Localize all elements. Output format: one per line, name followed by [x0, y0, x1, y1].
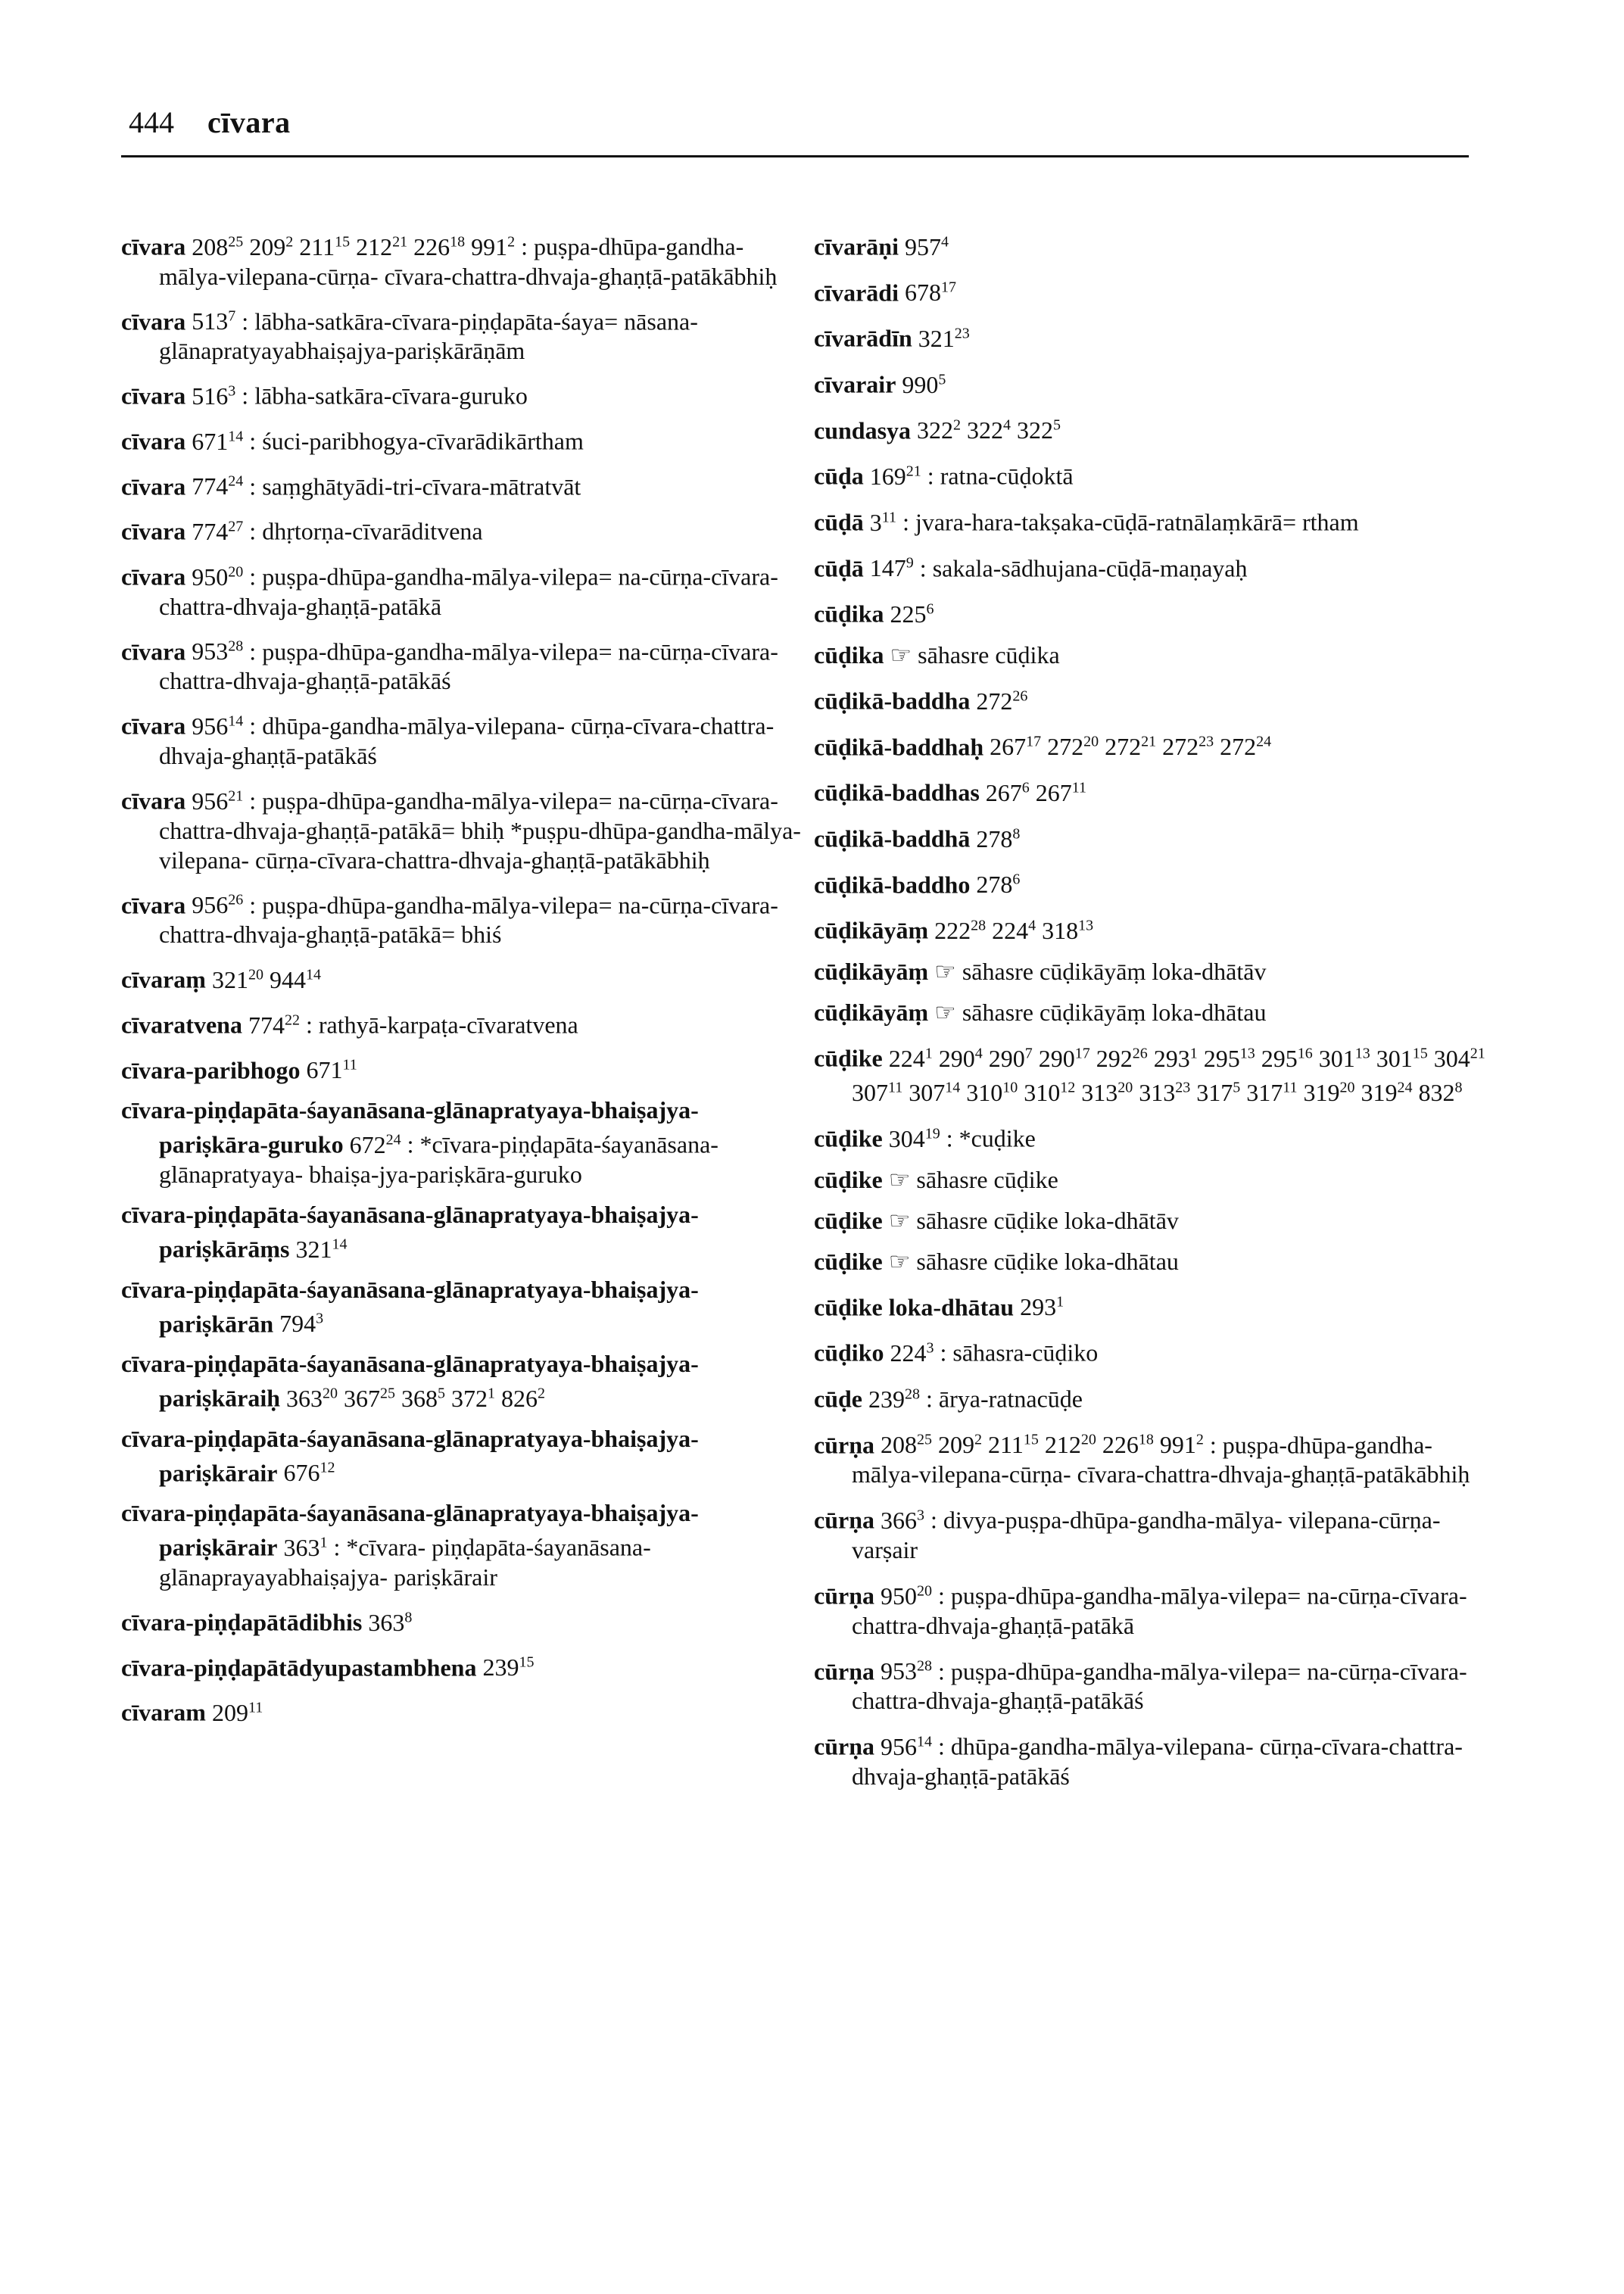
entry-headword: cīvara — [121, 307, 186, 335]
entry-references: $678^{17}$ — [898, 279, 956, 307]
entry-references: $272^{26}$ — [970, 687, 1028, 715]
entry-headword: cūḍikā-baddhā — [814, 824, 971, 852]
entry-references: $3^{11}$ — [863, 508, 897, 536]
entry-references: $224^3$ — [884, 1339, 934, 1367]
entry-headword: cīvaraṃ — [121, 965, 206, 993]
index-entry — [121, 1051, 803, 1086]
entry-headword: cīvara — [121, 637, 186, 665]
entry-references: $953^{28}$ — [874, 1657, 932, 1685]
entry-references: $956^{21}$ — [185, 787, 244, 815]
index-entry — [121, 1200, 803, 1264]
entry-context: : lābha-satkāra-cīvara-guruko — [235, 382, 528, 410]
entry-headword: cīvara — [121, 382, 186, 410]
index-entry — [121, 632, 803, 697]
index-entry — [121, 1349, 803, 1413]
index-entry — [814, 365, 1495, 400]
index-entry — [121, 1693, 803, 1728]
entry-headword: cīvarādi — [814, 279, 899, 307]
entry-headword: cūḍikā-baddha — [814, 687, 971, 715]
entry-context: : divya-puṣpa-dhūpa-gandha-mālya- vilepana-cūrṇa-varṣair — [852, 1507, 1441, 1564]
entry-headword: cūḍikāyāṃ — [814, 998, 929, 1026]
entry-context: : dhūpa-gandha-mālya-vilepana- cūrṇa-cīvara-chattra-dhvaja-ghaṇṭā-patākāś — [852, 1733, 1463, 1791]
entry-headword: cūḍe — [814, 1385, 862, 1413]
index-entry — [121, 557, 803, 622]
index-entry — [814, 1119, 1495, 1154]
index-entry — [814, 457, 1495, 491]
entry-context: : dhṛtorṇa-cīvarāditvena — [243, 517, 483, 545]
entry-headword: cūḍike — [814, 1044, 883, 1072]
index-entry — [121, 1096, 803, 1189]
entry-references: $794^3$ — [273, 1310, 324, 1338]
entry-references: $956^{14}$ — [185, 712, 244, 740]
entry-headword: cūrṇa — [814, 1431, 874, 1459]
entry-references: $169^{21}$ — [863, 462, 921, 490]
entry-headword: cūḍā — [814, 554, 864, 582]
entry-headword: cundasya — [814, 416, 912, 444]
index-entry — [814, 1426, 1495, 1490]
index-entry — [814, 1039, 1495, 1108]
entry-headword: cīvara-piṇḍapāta-śayanāsana-glānapratyaya-bhaiṣajya-pariṣkārān — [121, 1275, 699, 1338]
index-entry — [814, 1288, 1495, 1323]
running-header — [129, 105, 291, 139]
entry-headword: cīvara — [121, 427, 186, 455]
index-entry — [814, 1652, 1495, 1716]
entry-references: $956^{26}$ — [185, 891, 244, 919]
entry-references: $147^9$ — [863, 554, 914, 582]
index-entry — [814, 911, 1495, 946]
entry-references: $676^{12}$ — [277, 1459, 335, 1487]
entry-references: $366^3$ — [874, 1507, 924, 1535]
entry-context: ☞ sāhasre cūḍikāyāṃ loka-dhātāv — [928, 957, 1267, 985]
entry-context: : sakala-sādhujana-cūḍā-maṇayaḥ — [913, 554, 1248, 582]
entry-headword: cūḍikā-baddhas — [814, 778, 980, 806]
index-entry — [121, 1603, 803, 1638]
index-entry — [814, 1501, 1495, 1565]
entry-context: : puṣpa-dhūpa-gandha-mālya-vilepa= na-cūrṇa-cīvara-chattra-dhvaja-ghaṇṭā-patākā= bhiś — [159, 891, 778, 949]
entry-headword: cūḍikāyāṃ — [814, 957, 929, 985]
entry-references: $267^{17}$ $272^{20}$ $272^{21}$ $272^{23}$ $272^{24}$ — [983, 733, 1272, 761]
index-entry — [814, 641, 1495, 670]
index-entry — [814, 503, 1495, 538]
entry-context: : rathyā-karpaṭa-cīvaratvena — [299, 1011, 578, 1039]
index-entry — [814, 819, 1495, 854]
entry-headword: cūḍā — [814, 508, 864, 536]
entry-references: $239^{28}$ — [862, 1385, 920, 1413]
index-entry — [814, 1379, 1495, 1414]
entry-headword: cīvara-piṇḍapātādibhis — [121, 1608, 363, 1636]
entry-context: : puṣpa-dhūpa-gandha-mālya-vilepa= na-cūrṇa-cīvara-chattra-dhvaja-ghaṇṭā-patākā — [159, 563, 778, 620]
entry-context: : dhūpa-gandha-mālya-vilepana- cūrṇa-cīvara-chattra-dhvaja-ghaṇṭā-patākāś — [159, 712, 775, 769]
entry-headword: cīvara-paribhogo — [121, 1056, 301, 1084]
index-entry — [121, 302, 803, 366]
entry-headword: cūḍike loka-dhātau — [814, 1293, 1015, 1321]
entry-references: $239^{15}$ — [476, 1653, 535, 1682]
entry-references: $953^{28}$ — [185, 637, 244, 665]
entry-references: $293^1$ — [1014, 1293, 1064, 1321]
entry-references: $671^{11}$ — [300, 1056, 357, 1084]
entry-headword: cūḍike — [814, 1247, 883, 1275]
index-entry — [121, 1424, 803, 1488]
index-entry — [121, 886, 803, 950]
entry-references: $304^{19}$ — [882, 1124, 940, 1152]
entry-context: : lābha-satkāra-cīvara-piṇḍapāta-śaya= nāsana-glānapratyayabhaiṣajya-pariṣkārāṇām — [159, 307, 698, 365]
index-entry — [814, 594, 1495, 629]
index-entry — [814, 549, 1495, 584]
entry-headword: cūrṇa — [814, 1733, 874, 1761]
entry-references: $956^{14}$ — [874, 1733, 932, 1761]
index-entry — [121, 960, 803, 995]
entry-headword: cīvara — [121, 891, 186, 919]
entry-context: : puṣpa-dhūpa-gandha-mālya-vilepa= na-cūrṇa-cīvara-chattra-dhvaja-ghaṇṭā-patākāś — [852, 1657, 1467, 1715]
entry-context: : jvara-hara-takṣaka-cūḍā-ratnālaṃkārā= rtham — [896, 508, 1359, 536]
entry-references: $321^{23}$ — [912, 324, 970, 352]
index-entry — [814, 1247, 1495, 1276]
index-entry — [814, 957, 1495, 986]
entry-references: $774^{24}$ — [185, 472, 244, 500]
index-entry — [814, 1165, 1495, 1195]
entry-context: : puṣpa-dhūpa-gandha-mālya-vilepana-cūrṇa- cīvara-chattra-dhvaja-ghaṇṭā-patākābhiḥ — [159, 232, 778, 290]
entry-context: : *cuḍike — [940, 1124, 1036, 1152]
index-entry — [814, 273, 1495, 308]
entry-context: ☞ sāhasre cūḍikāyāṃ loka-dhātau — [928, 998, 1267, 1026]
entry-headword: cīvara — [121, 712, 186, 740]
entry-references: $278^8$ — [970, 824, 1021, 852]
entry-headword: cīvara-piṇḍapāta-śayanāsana-glānapratyaya-bhaiṣajya-pariṣkāraiḥ — [121, 1350, 699, 1412]
entry-references: $208^{25}$ $209^2$ $211^{15}$ $212^{20}$ $226^{18}$ $991^2$ — [874, 1431, 1204, 1459]
index-entry — [814, 728, 1495, 762]
entry-headword: cīvara-piṇḍapāta-śayanāsana-glānapratyaya-bhaiṣajya-pariṣkāra-guruko — [121, 1096, 699, 1158]
index-entry — [814, 998, 1495, 1027]
index-entry — [121, 227, 803, 291]
right-column — [814, 227, 1495, 1803]
page-number: 444 — [129, 105, 174, 139]
entry-references: $363^1$ — [277, 1534, 328, 1562]
entry-references: $990^5$ — [896, 370, 946, 398]
entry-headword: cūḍika — [814, 600, 884, 628]
index-entry — [814, 1576, 1495, 1641]
entry-context: : *cīvara-piṇḍapāta-śayanāsana-glānapratyaya- bhaiṣa-jya-pariṣkāra-guruko — [159, 1130, 718, 1188]
entry-headword: cūḍike — [814, 1124, 883, 1152]
entry-context: : ratna-cūḍoktā — [921, 462, 1074, 490]
entry-context: : śuci-paribhogya-cīvarādikārtham — [243, 427, 584, 455]
entry-references: $278^6$ — [970, 871, 1021, 899]
index-entry — [121, 781, 803, 875]
entry-references: $225^6$ — [884, 600, 934, 628]
running-headword: cīvara — [207, 105, 291, 139]
index-entry — [121, 467, 803, 502]
entry-headword: cīvarādīn — [814, 324, 912, 352]
entry-references: $322^2$ $322^4$ $322^5$ — [911, 416, 1061, 444]
entry-headword: cūḍikā-baddhaḥ — [814, 733, 984, 761]
entry-headword: cīvara — [121, 232, 186, 260]
index-entry — [121, 1648, 803, 1683]
index-entry — [814, 227, 1495, 262]
entry-context: : saṃghātyādi-tri-cīvara-mātratvāt — [243, 472, 581, 500]
entry-references: $224^1$ $290^4$ $290^7$ $290^{17}$ $292^{26}$ $293^1$ $295^{13}$ $295^{16}$ $301^{13}$ $301^{15}$ $304^{21}$ $307^{11}$ $307^{14}$ $310^{10}$ $310^{12}$ $313^{20}$ $313^{23}$ $317^5$ $317^{11}$ $319^{20}$ $319^{24}$ $832^8$ — [852, 1044, 1485, 1107]
entry-references: $672^{24}$ — [343, 1130, 401, 1158]
index-entry — [814, 1727, 1495, 1791]
entry-headword: cīvara — [121, 472, 186, 500]
entry-context: ☞ sāhasre cūḍike — [882, 1165, 1058, 1193]
entry-references: $957^4$ — [898, 232, 949, 260]
entry-references: $209^{11}$ — [205, 1699, 263, 1727]
index-entry — [121, 1498, 803, 1592]
entry-references: $267^6$ $267^{11}$ — [979, 778, 1087, 806]
index-entry — [814, 319, 1495, 354]
index-entry — [121, 1275, 803, 1339]
index-entry — [814, 865, 1495, 900]
index-entry — [814, 773, 1495, 808]
entry-references: $774^{22}$ — [242, 1011, 300, 1039]
entry-headword: cūḍiko — [814, 1339, 884, 1367]
entry-references: $950^{20}$ — [185, 563, 244, 591]
entry-references: $671^{14}$ — [185, 427, 244, 455]
entry-references: $774^{27}$ — [185, 517, 244, 545]
entry-headword: cīvara — [121, 787, 186, 815]
entry-headword: cīvarair — [814, 370, 896, 398]
entry-references: $950^{20}$ — [874, 1582, 932, 1610]
entry-headword: cūḍike — [814, 1165, 883, 1193]
entry-references: $208^{25}$ $209^2$ $211^{15}$ $212^{21}$ $226^{18}$ $991^2$ — [185, 232, 516, 260]
entry-headword: cūrṇa — [814, 1507, 874, 1535]
entry-context: : sāhasra-cūḍiko — [934, 1339, 1099, 1367]
entry-context: ☞ sāhasre cūḍike loka-dhātau — [882, 1247, 1179, 1275]
index-entry — [814, 1206, 1495, 1236]
index-entry — [121, 422, 803, 457]
index-entry — [121, 1005, 803, 1040]
entry-references: $516^3$ — [185, 382, 236, 410]
entry-context: : puṣpa-dhūpa-gandha-mālya-vilepa= na-cūrṇa-cīvara-chattra-dhvaja-ghaṇṭā-patākā — [852, 1582, 1467, 1639]
entry-headword: cūrṇa — [814, 1582, 874, 1610]
entry-references: $513^7$ — [185, 307, 236, 335]
entry-context: : puṣpa-dhūpa-gandha-mālya-vilepa= na-cūrṇa-cīvara-chattra-dhvaja-ghaṇṭā-patākāś — [159, 637, 778, 695]
entry-headword: cīvara-piṇḍapātādyupastambhena — [121, 1653, 477, 1682]
index-entry — [814, 411, 1495, 446]
header-rule — [121, 155, 1469, 157]
index-entry — [814, 1333, 1495, 1368]
left-column — [121, 227, 803, 1738]
entry-headword: cīvarāṇi — [814, 232, 899, 260]
entry-references: $222^{28}$ $224^4$ $318^{13}$ — [928, 916, 1094, 944]
entry-context: ☞ sāhasre cūḍika — [884, 641, 1060, 669]
entry-references: $363^{20}$ $367^{25}$ $368^5$ $372^1$ $826^2$ — [280, 1384, 546, 1412]
entry-headword: cīvara — [121, 563, 186, 591]
entry-headword: cūḍikā-baddho — [814, 871, 971, 899]
entry-context: : ārya-ratnacūḍe — [920, 1385, 1083, 1413]
index-entry — [121, 512, 803, 547]
index-entry — [814, 681, 1495, 716]
entry-headword: cūḍa — [814, 462, 864, 490]
entry-headword: cīvara-piṇḍapāta-śayanāsana-glānapratyaya-bhaiṣajya-pariṣkārair — [121, 1424, 699, 1487]
entry-references: $363^8$ — [362, 1608, 413, 1636]
entry-headword: cīvara-piṇḍapāta-śayanāsana-glānapratyaya-bhaiṣajya-pariṣkārāṃs — [121, 1200, 699, 1263]
entry-headword: cīvara — [121, 517, 186, 545]
entry-headword: cūḍike — [814, 1206, 883, 1234]
index-entry — [121, 376, 803, 411]
entry-context: : *cīvara- piṇḍapāta-śayanāsana-glānaprayayabhaiṣajya- pariṣkārair — [159, 1534, 651, 1591]
entry-headword: cūrṇa — [814, 1657, 874, 1685]
entry-context: ☞ sāhasre cūḍike loka-dhātāv — [882, 1206, 1179, 1234]
entry-context: : puṣpa-dhūpa-gandha-mālya-vilepa= na-cūrṇa-cīvara-chattra-dhvaja-ghaṇṭā-patākā= bhiḥ *puṣpu-dhūpa-gandha-mālya-vilepana- cūrṇa-cīvara-chattra-dhvaja-ghaṇṭā-patākābhiḥ — [159, 787, 801, 874]
entry-headword: cūḍikāyāṃ — [814, 916, 929, 944]
entry-references: $321^{20}$ $944^{14}$ — [205, 965, 321, 993]
entry-context: : puṣpa-dhūpa-gandha-mālya-vilepana-cūrṇa- cīvara-chattra-dhvaja-ghaṇṭā-patākābhiḥ — [852, 1431, 1470, 1488]
entry-references: $321^{14}$ — [289, 1235, 348, 1263]
entry-headword: cīvara-piṇḍapāta-śayanāsana-glānapratyaya-bhaiṣajya-pariṣkārair — [121, 1499, 699, 1562]
entry-headword: cīvaratvena — [121, 1011, 242, 1039]
entry-headword: cūḍika — [814, 641, 884, 669]
entry-headword: cīvaram — [121, 1699, 206, 1727]
index-entry — [121, 706, 803, 771]
